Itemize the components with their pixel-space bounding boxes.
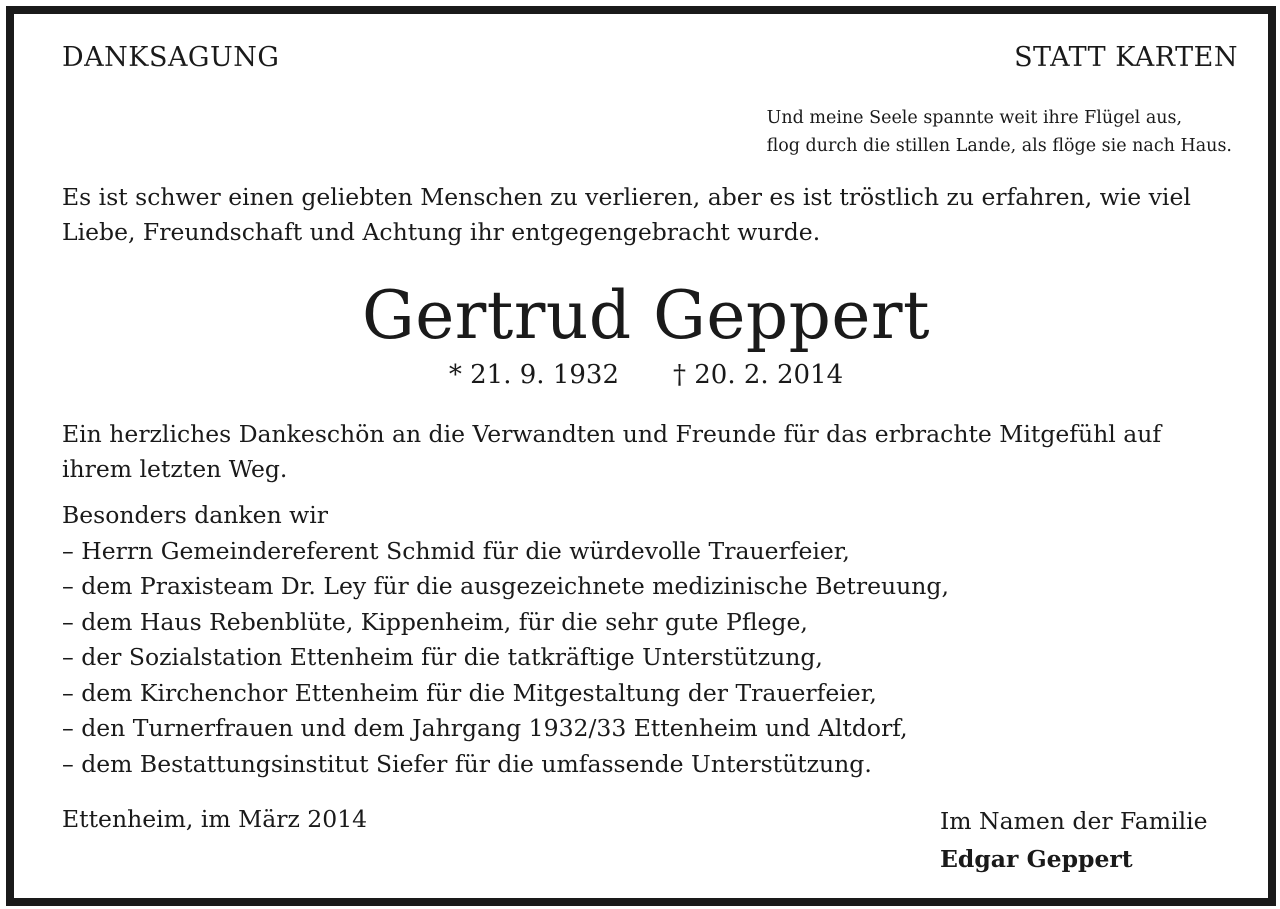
on-behalf-text: Im Namen der Familie: [940, 807, 1208, 835]
header-statt-karten: STATT KARTEN: [1014, 42, 1238, 73]
list-item: – dem Praxisteam Dr. Ley für die ausgezeichnete medizinische Betreuung,: [62, 572, 949, 600]
list-item: – dem Haus Rebenblüte, Kippenheim, für die sehr gute Pflege,: [62, 607, 808, 636]
list-item: – dem Kirchenchor Ettenheim für die Mitgestaltung der Trauerfeier,: [62, 678, 877, 707]
intro-paragraph: Es ist schwer einen geliebten Menschen zu verlieren, aber es ist tröstlich zu erfahren, wie viel Liebe, Freundschaft und Achtung ihr entgegengebracht wurde.: [62, 183, 1191, 246]
motto-line: Und meine Seele spannte weit ihre Flügel aus,: [766, 108, 1183, 128]
list-item: – dem Bestattungsinstitut Siefer für die umfassende Unterstützung.: [62, 749, 872, 778]
deceased-name: Gertrud Geppert: [361, 277, 931, 354]
place-date: Ettenheim, im März 2014: [62, 805, 368, 833]
notice-frame: [6, 6, 1276, 906]
signer-name: Edgar Geppert: [940, 845, 1133, 873]
special-thanks-heading: Besonders danken wir: [62, 501, 329, 529]
list-item: – der Sozialstation Ettenheim für die tatkräftige Unterstützung,: [62, 643, 823, 671]
list-item: – Herrn Gemeindereferent Schmid für die würdevolle Trauerfeier,: [62, 536, 850, 565]
special-thanks-list: [62, 498, 949, 782]
motto-quote: [767, 104, 1232, 160]
birth-date: * 21. 9. 1932: [448, 360, 619, 390]
header-danksagung: DANKSAGUNG: [62, 42, 280, 73]
thanks-paragraph: Ein herzliches Dankeschön an die Verwandten und Freunde für das erbrachte Mitgefühl auf ihrem letzten Weg.: [62, 420, 1162, 483]
life-dates: [14, 358, 1278, 392]
signature-block: [940, 802, 1208, 878]
death-date: † 20. 2. 2014: [673, 360, 844, 390]
motto-line: flog durch die stillen Lande, als flöge sie nach Haus.: [766, 136, 1232, 156]
list-item: – den Turnerfrauen und dem Jahrgang 1932/33 Ettenheim und Altdorf,: [62, 714, 908, 742]
